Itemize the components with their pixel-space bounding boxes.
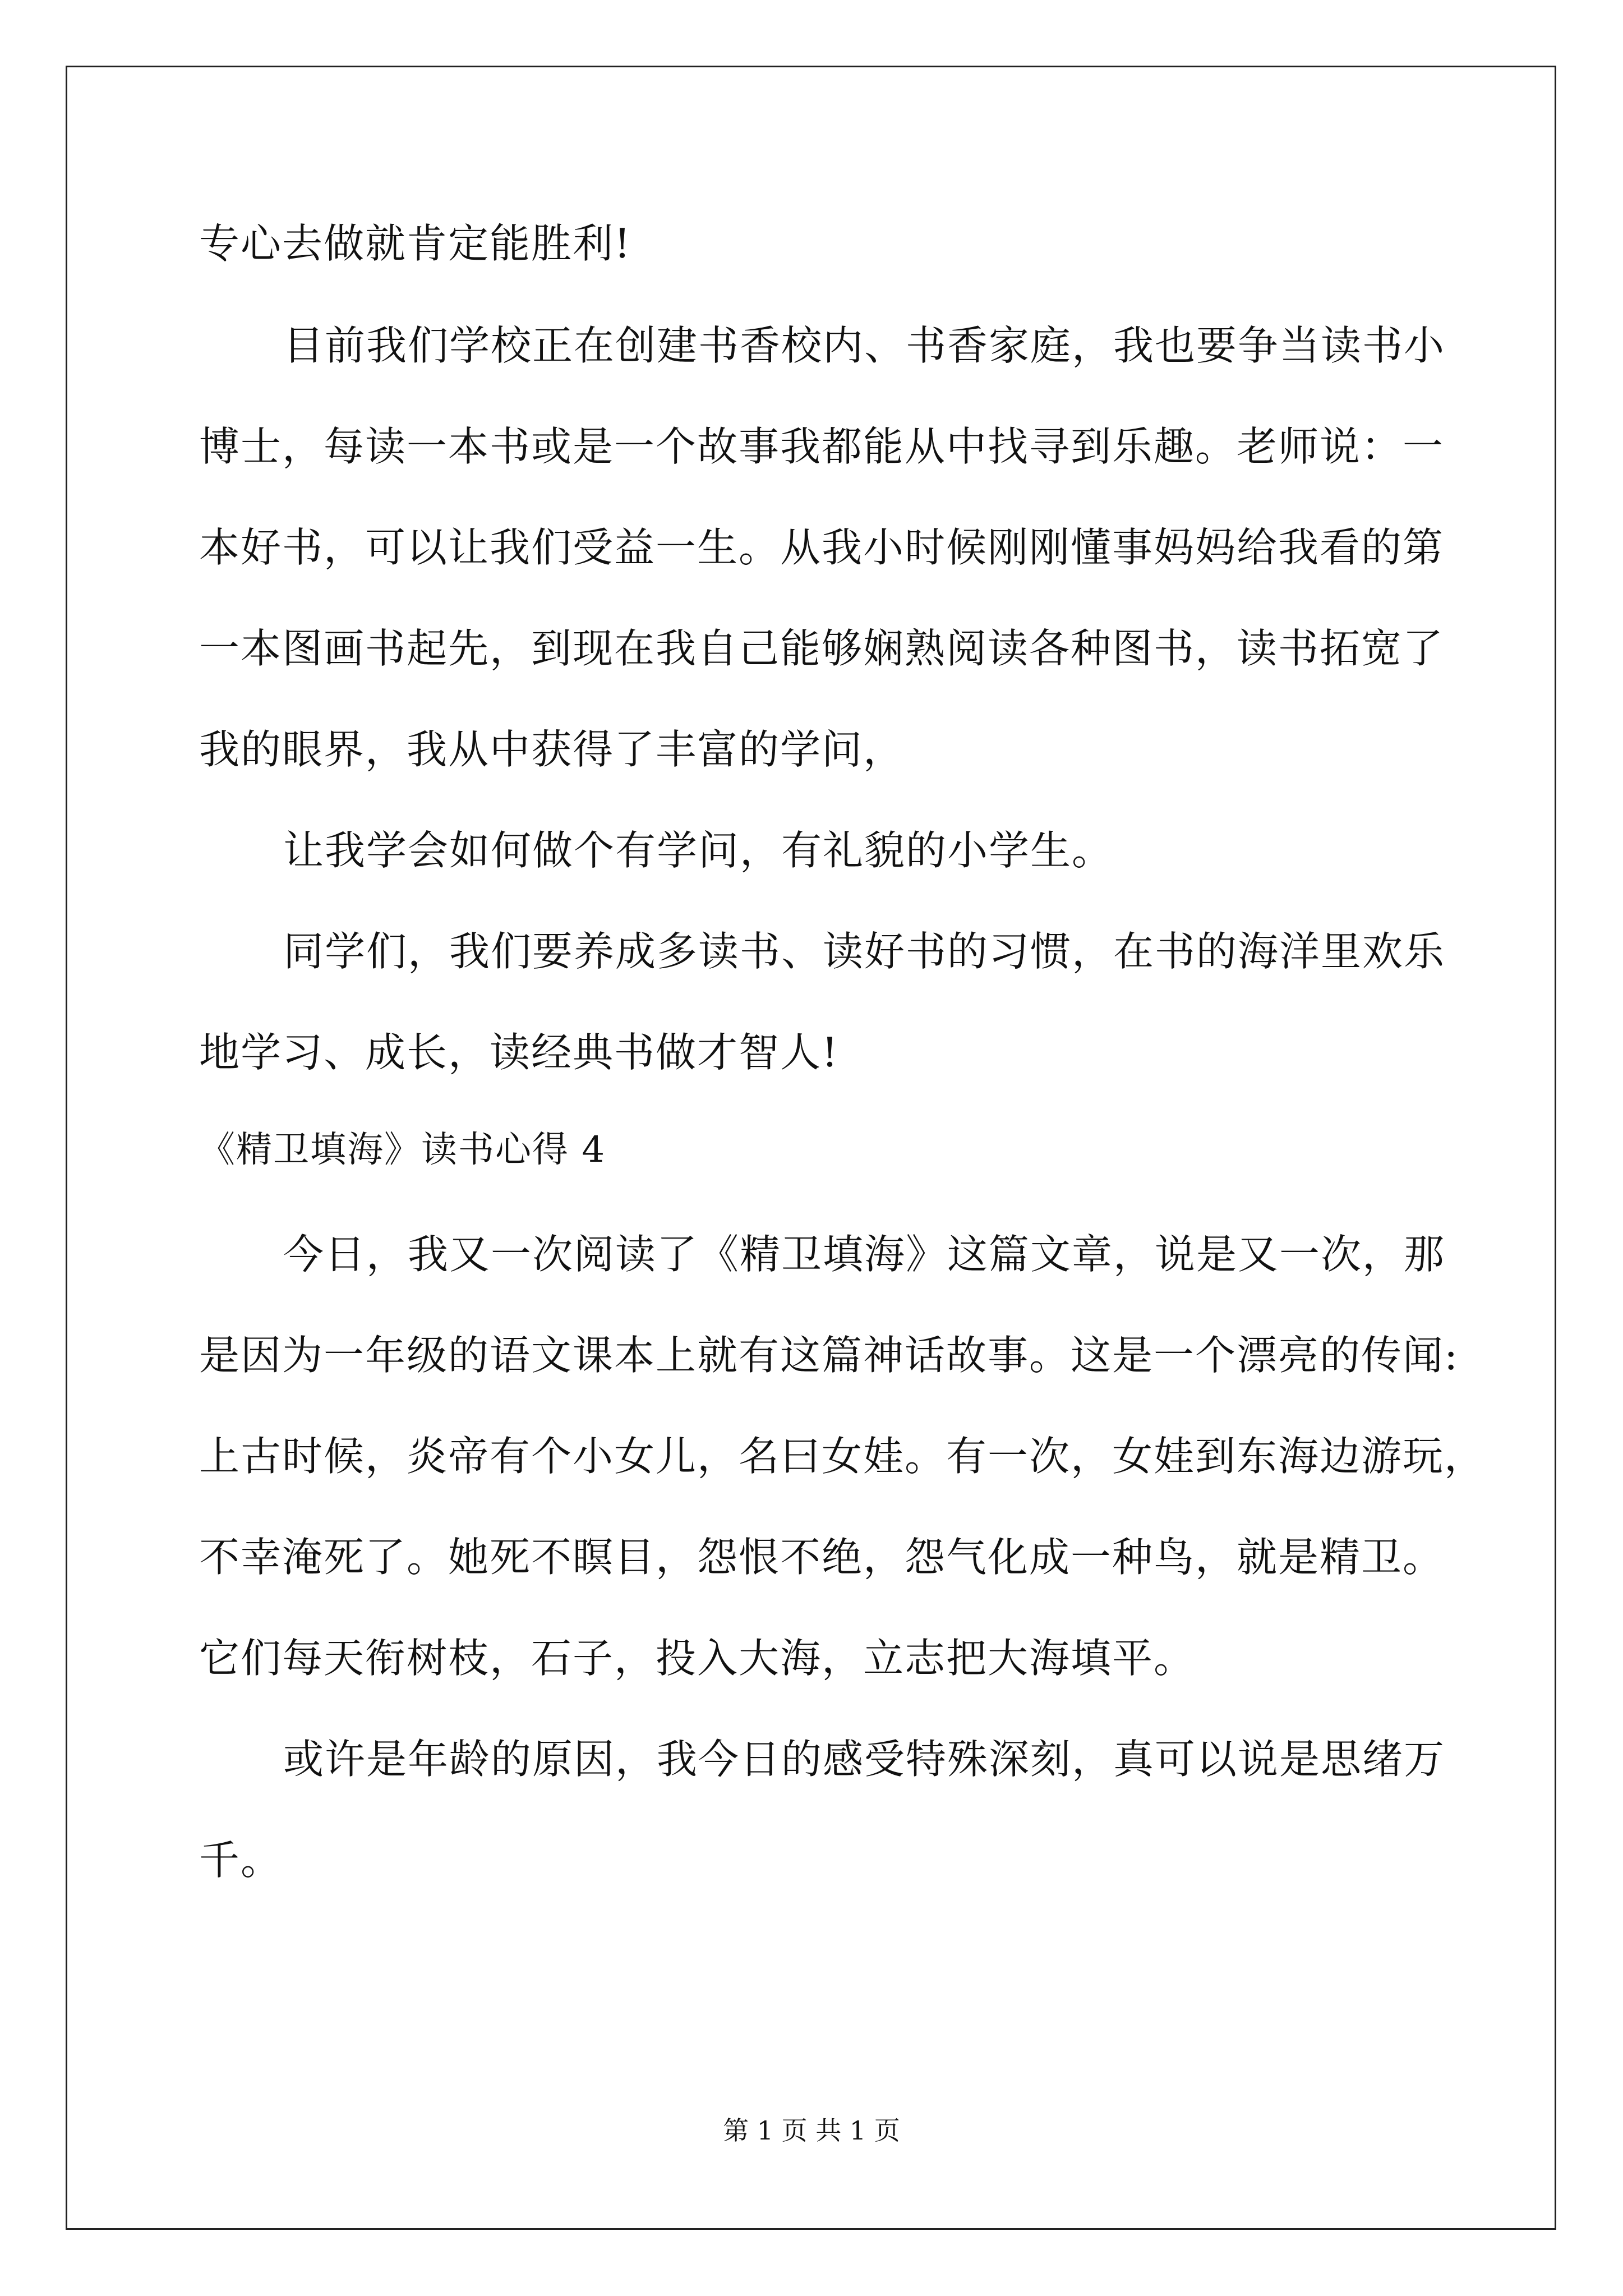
text-line: 博士，每读一本书或是一个故事我都能从中找寻到乐趣。老师说：一	[199, 423, 1445, 470]
text-line: 同学们，我们要养成多读书、读好书的习惯，在书的海洋里欢乐	[283, 928, 1446, 975]
text-line: 本好书，可以让我们受益一生。从我小时候刚刚懂事妈妈给我看的第	[199, 524, 1445, 571]
text-line: 我的眼界，我从中获得了丰富的学问，	[199, 726, 905, 773]
text-line: 目前我们学校正在创建书香校内、书香家庭，我也要争当读书小	[283, 322, 1446, 369]
page-number-footer: 第 1 页 共 1 页	[723, 2115, 900, 2146]
text-line: 它们每天衔树枝，石子，投入大海，立志把大海填平。	[199, 1635, 1196, 1682]
section-heading: 《精卫填海》读书心得 4	[199, 1129, 606, 1171]
text-line: 专心去做就肯定能胜利!	[199, 220, 631, 267]
text-line: 地学习、成长，读经典书做才智人!	[199, 1029, 839, 1076]
text-line: 让我学会如何做个有学问，有礼貌的小学生。	[283, 827, 1114, 874]
text-line: 不幸淹死了。她死不瞑目，怨恨不绝，怨气化成一种鸟，就是精卫。	[199, 1534, 1445, 1581]
text-line: 上古时候，炎帝有个小女儿，名曰女娃。有一次，女娃到东海边游玩，	[199, 1433, 1486, 1480]
text-line: 是因为一年级的语文课本上就有这篇神话故事。这是一个漂亮的传闻:	[199, 1332, 1459, 1379]
text-line: 或许是年龄的原因，我今日的感受特殊深刻，真可以说是思绪万	[283, 1736, 1446, 1783]
text-line: 千。	[199, 1837, 283, 1884]
text-line: 一本图画书起先，到现在我自己能够娴熟阅读各种图书，读书拓宽了	[199, 625, 1445, 672]
text-line: 今日，我又一次阅读了《精卫填海》这篇文章，说是又一次，那	[283, 1231, 1446, 1278]
